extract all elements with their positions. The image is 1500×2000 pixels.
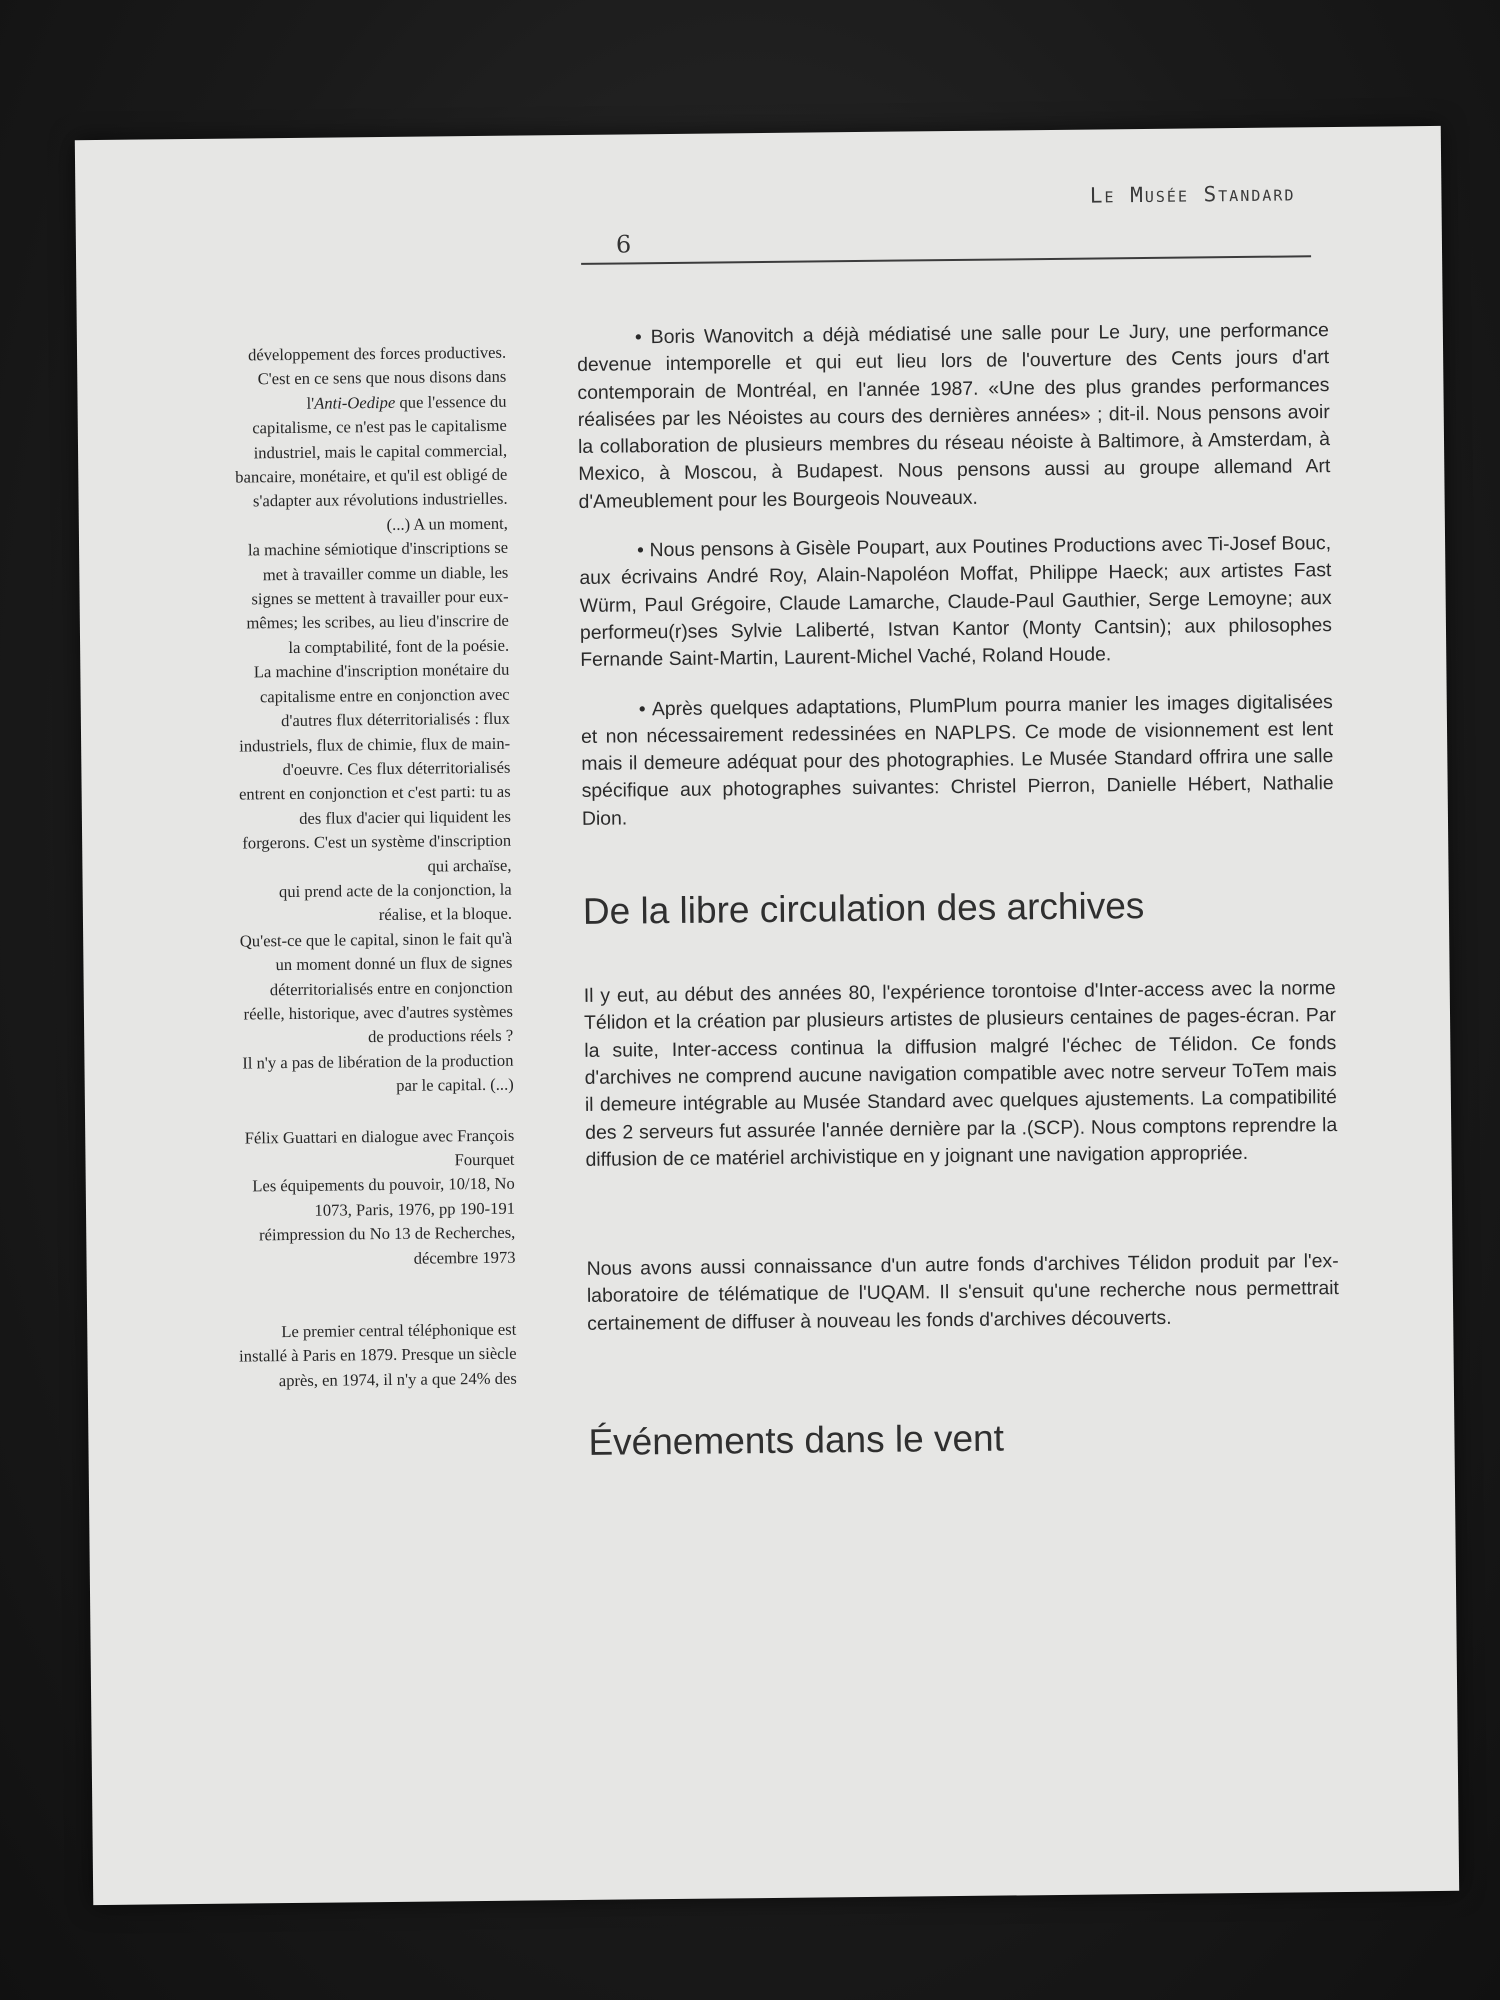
text-line: d'autres flux déterritorialisés : flux: [281, 708, 510, 731]
header-rule: [581, 255, 1311, 265]
bullet-paragraph-poupart: • Nous pensons à Gisèle Poupart, aux Poutines Productions avec Ti-Josef Bouc, aux écrivains André Roy, Alain-Napoléon Moffat, Philippe Haeck; aux artistes Fast Würm, Paul Grégoire, Claude Lamarche, Claude-Paul Gauthier, Serge Lemoyne; aux performeu(r)ses Sylvie Laliberté, Istvan Kantor (Monty Cantsin); aux philosophes Fernande Saint-Martin, Laurent-Michel Vaché, Roland Houde.: [579, 532, 1333, 672]
text-line: (...) A un moment,: [386, 513, 508, 534]
text-line: Qu'est-ce que le capital, sinon le fait qu'à: [239, 928, 513, 951]
text-line: un moment donné un flux de signes: [275, 952, 513, 975]
text-line: développement des forces productives.: [247, 342, 507, 365]
text-line: Les équipements du pouvoir, 10/18, No: [252, 1174, 515, 1196]
paragraph-inter-access: Il y eut, au début des années 80, l'expérience torontoise d'Inter-access avec la norme Télidon et la création par plusieurs artistes de plusieurs centaines de pages-écran. Par la suite, Inter-access continua la diffusion malgré l'échec de Télidon. Ce fonds d'archives ne comprend aucune navigation compatible avec notre serveur ToTem mais il demeure intégrable au Musée Standard avec quelques ajustements. La compatibilité des 2 serveurs fut assurée l'année dernière par la .(SCP). Nous comptons reprendre la diffusion de ce matériel archivistique en y joignant une navigation appropriée.: [583, 977, 1338, 1171]
text-line: décembre 1973: [413, 1247, 516, 1268]
section-heading-archives: De la libre circulation des archives: [582, 885, 1145, 932]
text-line: s'adapter aux révolutions industrielles.: [252, 489, 508, 511]
page-number: 6: [615, 230, 632, 259]
text-line: La machine d'inscription monétaire du: [253, 659, 510, 682]
text-line: d'oeuvre. Ces flux déterritorialisés: [282, 757, 511, 779]
text-line: entrent en conjonction et c'est parti: tu as: [238, 781, 511, 804]
text-line: signes se mettent à travailler pour eux-: [251, 586, 509, 609]
text-line: la machine sémiotique d'inscriptions se: [247, 537, 509, 560]
text-line: C'est en ce sens que nous disons dans: [257, 367, 507, 389]
text-line: mêmes; les scribes, au lieu d'inscrire de: [246, 611, 509, 633]
text-line: réalise, et la bloque.: [378, 904, 513, 925]
text-line: par le capital. (...): [396, 1074, 514, 1096]
paragraph-uqam: Nous avons aussi connaissance d'un autre fonds d'archives Télidon produit par l'ex-laboratoire de télématique de l'UQAM. Il s'ensuit qu'une recherche nous permettrait certainement de diffuser à nouveau les fonds d'archives découverts.: [586, 1250, 1340, 1335]
left-sidebar-column: [139, 341, 517, 1395]
text-line: déterritorialisés entre en conjonction: [269, 977, 513, 999]
text-line: des flux d'acier qui liquident les: [299, 806, 511, 828]
text-line: installé à Paris en 1879. Presque un siècle: [239, 1344, 517, 1366]
text-line: industriel, mais le capital commercial,: [253, 440, 508, 462]
text-line: capitalisme entre en conjonction avec: [259, 684, 510, 706]
text-line: 1073, Paris, 1976, pp 190-191: [314, 1198, 516, 1220]
text-line: capitalisme, ce n'est pas le capitalisme: [252, 415, 507, 438]
text-line: met à travailler comme un diable, les: [262, 562, 509, 584]
text-line: réelle, historique, avec d'autres systèmes: [243, 1001, 514, 1024]
bullet-paragraph-plumplum: • Après quelques adaptations, PlumPlum pourra manier les images digitalisées et non nécessairement redessinées en NAPLPS. Ce mode de visionnement est lent mais il demeure adéquat pour des photographies. Le Musée Standard offrira une salle spécifique aux photographes suivantes: Christel Pierron, Danielle Hébert, Nathalie Dion.: [580, 690, 1334, 830]
text-line: Le premier central téléphonique est: [281, 1319, 517, 1342]
bullet-paragraph-wanovitch: • Boris Wanovitch a déjà médiatisé une salle pour Le Jury, une performance devenue intemporelle et qui eut lieu lors de l'ouverture des Cents jours d'art contemporain de Montréal, en l'année 1987. «Une des plus grandes performances réalisées par les Néoistes au cours des dernières années» ; dit-il. Nous pensons avoir la collaboration de plusieurs membres du réseau néoiste à Baltimore, à Amsterdam, à Mexico, à Moscou, à Budapest. Nous pensons aussi au groupe allemand Art d'Ameublement pour les Bourgeois Nouveaux.: [577, 319, 1331, 513]
text-line: Il n'y a pas de libération de la production: [242, 1050, 514, 1073]
text-line: bancaire, monétaire, et qu'il est obligé de: [235, 464, 508, 487]
text-line: après, en 1974, il n'y a que 24% des: [278, 1368, 517, 1390]
guattari-quote: [139, 341, 514, 1101]
section-heading-evenements: Événements dans le vent: [588, 1417, 1005, 1463]
citation: [147, 1123, 516, 1273]
text-line: industriels, flux de chimie, flux de main-: [239, 733, 511, 756]
text-line: qui prend acte de la conjonction, la: [278, 879, 512, 902]
text-line: la comptabilité, font de la poésie.: [288, 635, 510, 657]
text-line: qui archaïse,: [427, 855, 512, 876]
text-line: de productions réels ?: [367, 1026, 514, 1047]
text-line: forgerons. C'est un système d'inscription: [242, 830, 512, 853]
document-page: [75, 126, 1459, 1905]
telephone-note: [149, 1318, 517, 1395]
text-line: Félix Guattari en dialogue avec François: [244, 1125, 515, 1148]
text-line: l'Anti-Oedipe que l'essence du: [306, 391, 507, 413]
text-line: réimpression du No 13 de Recherches,: [258, 1222, 516, 1245]
main-text-column: [577, 317, 1341, 1466]
running-head: Le Musée Standard: [1089, 181, 1296, 208]
text-line: Fourquet: [454, 1149, 515, 1170]
